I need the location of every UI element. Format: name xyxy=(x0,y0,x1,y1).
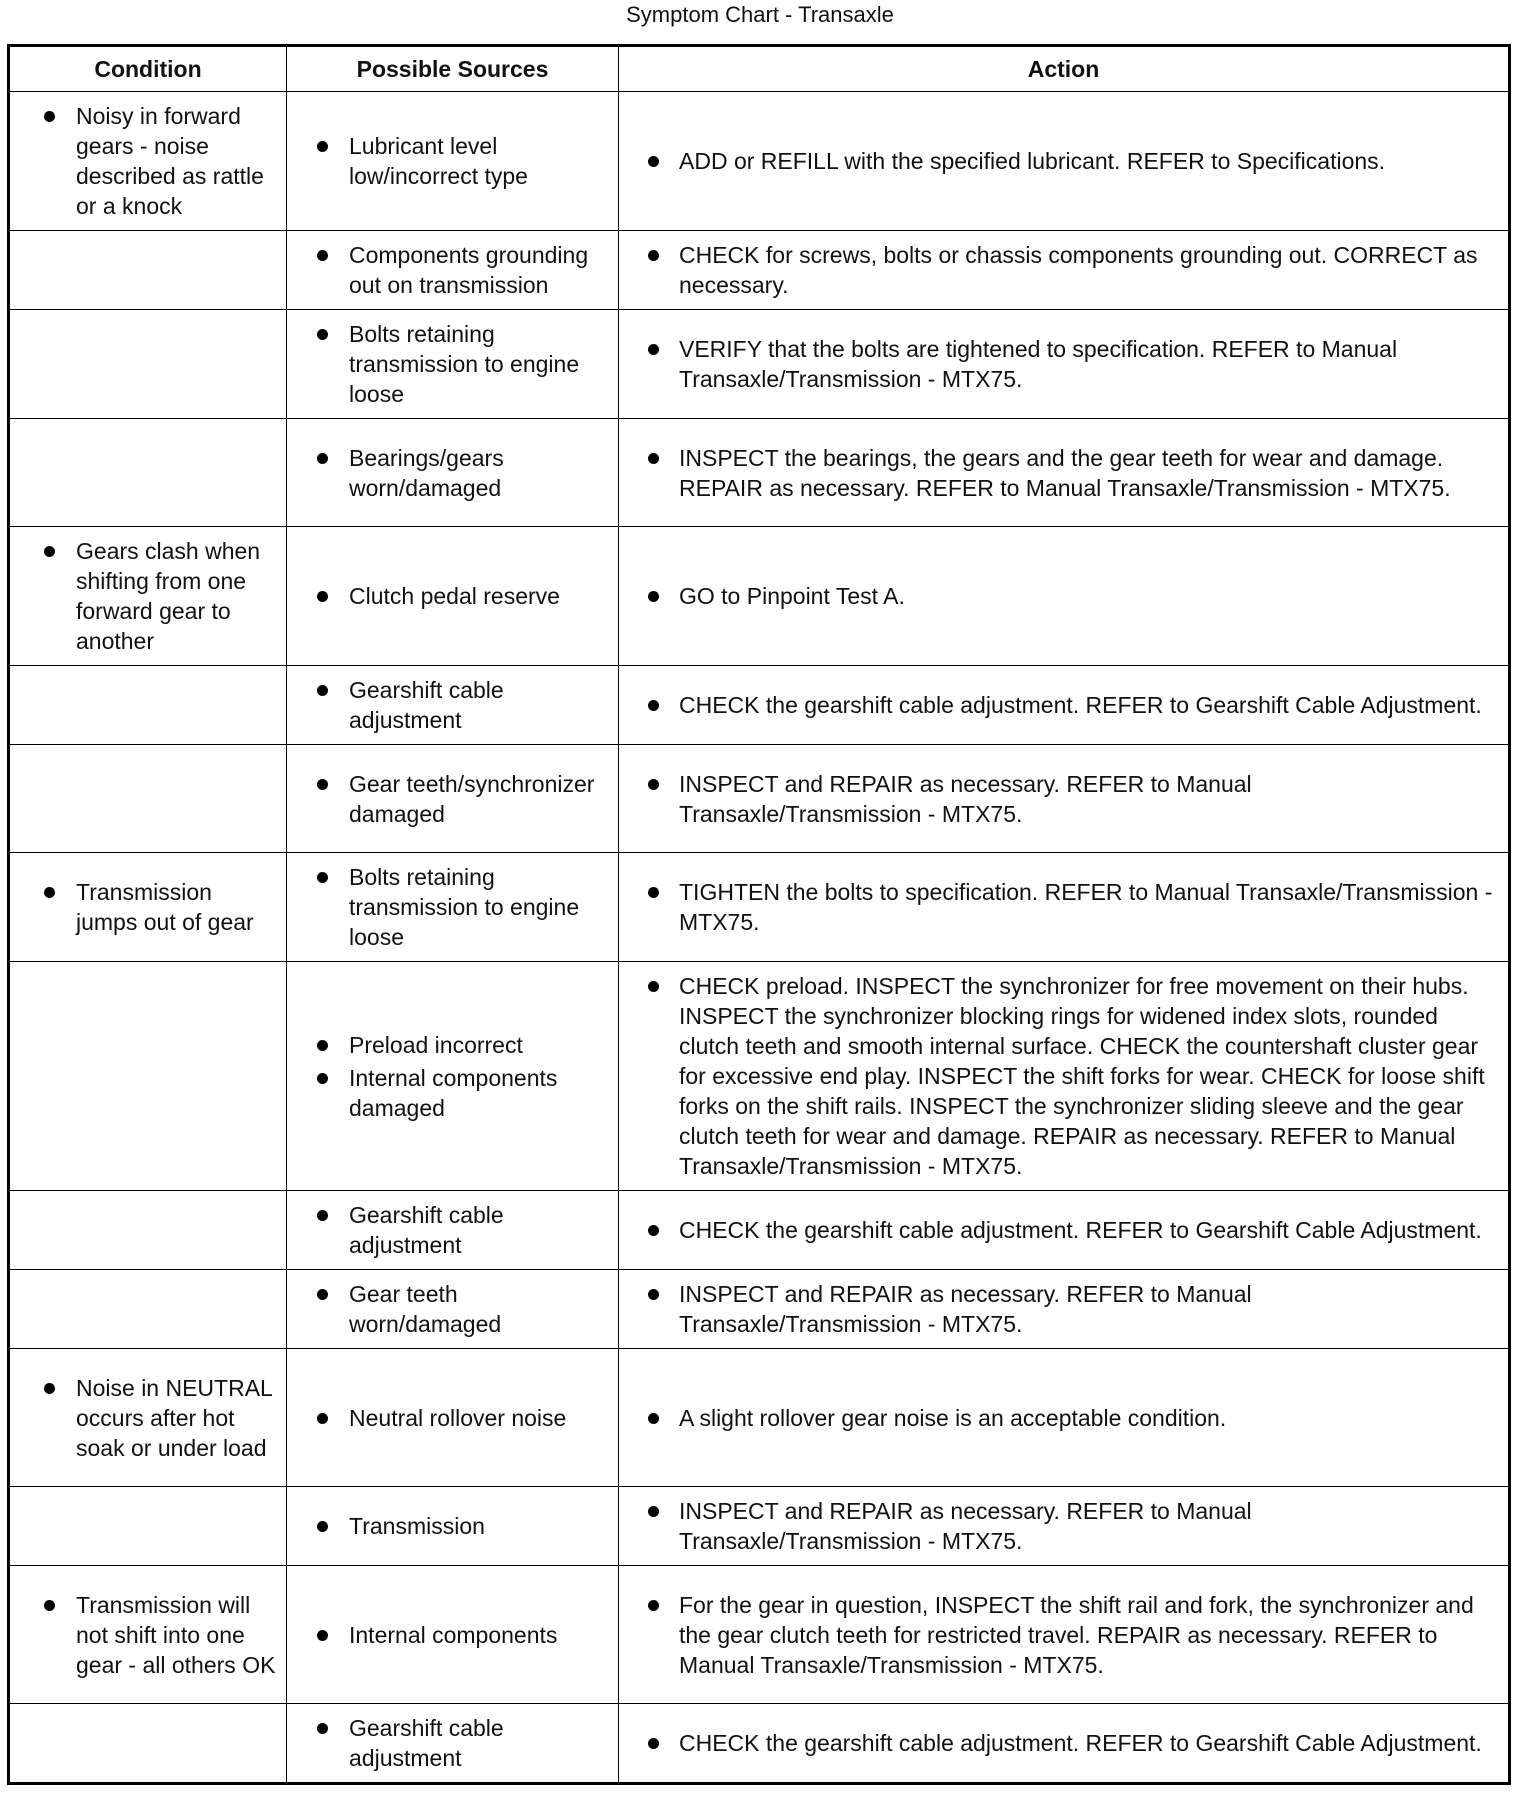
source-text: Gearshift cable adjustment xyxy=(349,1715,504,1771)
source-text: Gear teeth/synchronizer damaged xyxy=(349,770,595,827)
sources-cell xyxy=(287,419,619,527)
table-row xyxy=(9,962,1510,1191)
sources-cell xyxy=(287,666,619,745)
action-text: CHECK preload. INSPECT the synchronizer for free movement on their hubs. INSPECT the synchronizer blocking rings for widened index slots, rounded clutch teeth and smooth internal surface. CHECK the countershaft cluster gear for excessive end play. INSPECT the shift forks for wear. CHECK for loose shift forks on the shift rails. INSPECT the synchronizer sliding sleeve and the gear clutch teeth for wear and damage. REPAIR as necessary. REFER to Manual Transaxle/Transmission - MTX75. xyxy=(679,973,1485,1179)
condition-cell xyxy=(9,1566,287,1704)
bullet-icon xyxy=(648,453,659,464)
action-text: TIGHTEN the bolts to specification. REFER to Manual Transaxle/Transmission - MTX75. xyxy=(679,879,1493,935)
bullet-icon xyxy=(317,591,328,602)
action-cell xyxy=(619,419,1510,527)
condition-cell xyxy=(9,666,287,745)
action-text: VERIFY that the bolts are tightened to specification. REFER to Manual Transaxle/Transmission - MTX75. xyxy=(679,336,1398,392)
action-text: For the gear in question, INSPECT the shift rail and fork, the synchronizer and the gear clutch teeth for restricted travel. REPAIR as necessary. REFER to Manual Transaxle/Transmission - MTX75. xyxy=(679,1591,1474,1678)
condition-cell xyxy=(9,962,287,1191)
bullet-icon xyxy=(648,1600,659,1611)
bullet-icon xyxy=(648,1738,659,1749)
bullet-icon xyxy=(317,453,328,464)
page-title: Symptom Chart - Transaxle xyxy=(626,2,894,27)
action-text: CHECK the gearshift cable adjustment. REFER to Gearshift Cable Adjustment. xyxy=(679,1217,1482,1243)
table-row xyxy=(9,310,1510,419)
condition-cell xyxy=(9,1349,287,1487)
condition-cell xyxy=(9,419,287,527)
sources-cell xyxy=(287,962,619,1191)
sources-cell xyxy=(287,231,619,310)
sources-cell xyxy=(287,527,619,666)
bullet-icon xyxy=(648,1225,659,1236)
action-text: INSPECT and REPAIR as necessary. REFER to Manual Transaxle/Transmission - MTX75. xyxy=(679,770,1252,827)
bullet-icon xyxy=(317,779,328,790)
bullet-icon xyxy=(317,141,328,152)
bullet-icon xyxy=(317,1210,328,1221)
source-text: Lubricant level low/incorrect type xyxy=(349,133,528,189)
condition-cell xyxy=(9,310,287,419)
source-text: Bolts retaining transmission to engine loose xyxy=(349,321,580,407)
condition-text: Noise in NEUTRAL occurs after hot soak or under load xyxy=(76,1374,272,1461)
column-header-action: Action xyxy=(619,46,1510,92)
action-cell xyxy=(619,1704,1510,1784)
table-header-row xyxy=(9,46,1510,92)
bullet-icon xyxy=(44,1600,55,1611)
action-text: INSPECT and REPAIR as necessary. REFER to Manual Transaxle/Transmission - MTX75. xyxy=(679,1281,1252,1337)
condition-text: Gears clash when shifting from one forward gear to another xyxy=(76,538,261,654)
bullet-icon xyxy=(44,546,55,557)
bullet-icon xyxy=(648,1506,659,1517)
action-cell xyxy=(619,666,1510,745)
action-text: INSPECT the bearings, the gears and the gear teeth for wear and damage. REPAIR as necessary. REFER to Manual Transaxle/Transmission - MTX75. xyxy=(679,444,1451,501)
bullet-icon xyxy=(317,1040,328,1051)
bullet-icon xyxy=(648,1289,659,1300)
action-cell xyxy=(619,1566,1510,1704)
action-text: GO to Pinpoint Test A. xyxy=(679,583,905,609)
condition-cell xyxy=(9,1191,287,1270)
bullet-icon xyxy=(648,1413,659,1424)
sources-cell xyxy=(287,92,619,231)
table-row xyxy=(9,1270,1510,1349)
action-cell xyxy=(619,1487,1510,1566)
sources-cell xyxy=(287,310,619,419)
action-text: CHECK for screws, bolts or chassis components grounding out. CORRECT as necessary. xyxy=(679,242,1478,298)
source-text: Internal components damaged xyxy=(349,1064,558,1121)
source-text: Bearings/gears worn/damaged xyxy=(349,444,504,501)
sources-cell xyxy=(287,1487,619,1566)
bullet-icon xyxy=(648,344,659,355)
table-row xyxy=(9,853,1510,962)
source-text: Preload incorrect xyxy=(349,1031,523,1058)
condition-cell xyxy=(9,1270,287,1349)
source-text: Internal components xyxy=(349,1621,558,1648)
bullet-icon xyxy=(44,887,55,898)
source-text: Gear teeth worn/damaged xyxy=(349,1281,502,1337)
action-cell xyxy=(619,310,1510,419)
sources-cell xyxy=(287,1704,619,1784)
condition-text: Noisy in forward gears - noise described as rattle or a knock xyxy=(76,103,264,219)
table-row xyxy=(9,419,1510,527)
source-text: Transmission xyxy=(349,1513,485,1539)
table-row xyxy=(9,666,1510,745)
bullet-icon xyxy=(317,250,328,261)
table-row xyxy=(9,527,1510,666)
condition-cell xyxy=(9,1487,287,1566)
bullet-icon xyxy=(317,1723,328,1734)
source-text: Components grounding out on transmission xyxy=(349,242,589,298)
table-row xyxy=(9,1487,1510,1566)
action-cell xyxy=(619,1349,1510,1487)
sources-cell xyxy=(287,1349,619,1487)
condition-text: Transmission jumps out of gear xyxy=(76,879,254,935)
bullet-icon xyxy=(317,872,328,883)
sources-cell xyxy=(287,1270,619,1349)
table-row xyxy=(9,1566,1510,1704)
sources-cell xyxy=(287,1566,619,1704)
condition-cell xyxy=(9,853,287,962)
bullet-icon xyxy=(648,887,659,898)
action-text: CHECK the gearshift cable adjustment. REFER to Gearshift Cable Adjustment. xyxy=(679,1730,1482,1756)
bullet-icon xyxy=(317,1289,328,1300)
condition-cell xyxy=(9,745,287,853)
condition-cell xyxy=(9,1704,287,1784)
action-cell xyxy=(619,853,1510,962)
action-cell xyxy=(619,745,1510,853)
bullet-icon xyxy=(317,1521,328,1532)
table-row xyxy=(9,1704,1510,1784)
source-text: Gearshift cable adjustment xyxy=(349,1202,504,1258)
sources-cell xyxy=(287,745,619,853)
symptom-chart-table xyxy=(7,44,1511,1785)
bullet-icon xyxy=(317,685,328,696)
condition-cell xyxy=(9,231,287,310)
table-row xyxy=(9,92,1510,231)
bullet-icon xyxy=(648,591,659,602)
bullet-icon xyxy=(317,1630,328,1641)
source-text: Neutral rollover noise xyxy=(349,1404,567,1431)
action-cell xyxy=(619,92,1510,231)
bullet-icon xyxy=(44,1383,55,1394)
condition-cell xyxy=(9,92,287,231)
action-text: INSPECT and REPAIR as necessary. REFER to Manual Transaxle/Transmission - MTX75. xyxy=(679,1498,1252,1554)
source-text: Gearshift cable adjustment xyxy=(349,677,504,733)
bullet-icon xyxy=(648,156,659,167)
bullet-icon xyxy=(317,329,328,340)
table-row xyxy=(9,1349,1510,1487)
condition-cell xyxy=(9,527,287,666)
action-cell xyxy=(619,231,1510,310)
column-header-sources: Possible Sources xyxy=(287,46,619,92)
sources-cell xyxy=(287,853,619,962)
action-text: A slight rollover gear noise is an acceptable condition. xyxy=(679,1404,1227,1431)
action-cell xyxy=(619,1191,1510,1270)
source-text: Clutch pedal reserve xyxy=(349,583,560,609)
sources-cell xyxy=(287,1191,619,1270)
bullet-icon xyxy=(648,250,659,261)
bullet-icon xyxy=(317,1413,328,1424)
bullet-icon xyxy=(317,1073,328,1084)
table-row xyxy=(9,1191,1510,1270)
bullet-icon xyxy=(44,111,55,122)
bullet-icon xyxy=(648,779,659,790)
table-row xyxy=(9,231,1510,310)
condition-text: Transmission will not shift into one gear - all others OK xyxy=(76,1591,276,1678)
bullet-icon xyxy=(648,981,659,992)
source-text: Bolts retaining transmission to engine loose xyxy=(349,864,580,950)
action-text: ADD or REFILL with the specified lubricant. REFER to Specifications. xyxy=(679,148,1386,174)
action-cell xyxy=(619,1270,1510,1349)
action-cell xyxy=(619,962,1510,1191)
column-header-condition: Condition xyxy=(9,46,287,92)
bullet-icon xyxy=(648,700,659,711)
action-text: CHECK the gearshift cable adjustment. REFER to Gearshift Cable Adjustment. xyxy=(679,692,1482,718)
action-cell xyxy=(619,527,1510,666)
table-row xyxy=(9,745,1510,853)
